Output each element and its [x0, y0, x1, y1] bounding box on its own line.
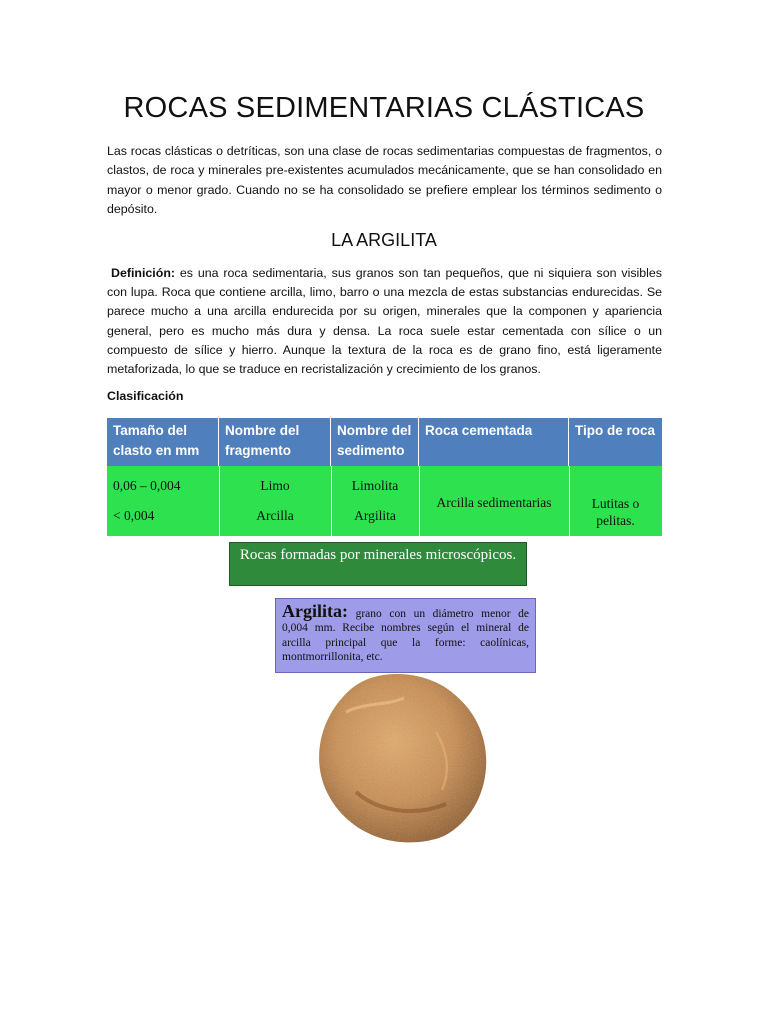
table-cell-size-1: 0,06 – 0,004 [113, 478, 181, 493]
table-cell-roca-cementada: Arcilla sedimentarias [436, 495, 552, 510]
clasificacion-label: Clasificación [107, 389, 184, 403]
section-heading: LA ARGILITA [331, 230, 437, 250]
table-header-row [107, 418, 662, 466]
classification-table [107, 418, 662, 536]
table-cell-sediment-2: Argilita [354, 508, 396, 523]
table-cell-tipo-roca: Lutitas o pelitas. [591, 496, 640, 528]
table-body [107, 466, 662, 536]
table-cell-fragment-1: Limo [260, 478, 290, 493]
header-roca-cementada: Roca cementada [419, 418, 569, 466]
definition-label: Definición: [111, 266, 176, 280]
argilita-definition-box [275, 598, 536, 673]
argilita-box-text: grano con un diámetro menor de 0,004 mm. Recibe nombres según el mineral de arcilla principal que la forme: caolínicas, montmorrillonita, etc. [282, 608, 529, 664]
argilita-term: Argilita: [282, 601, 348, 621]
header-fragmento: Nombre del fragmento [219, 418, 331, 466]
header-sedimento: Nombre del sedimento [331, 418, 419, 466]
table-cell-size-2: < 0,004 [113, 508, 155, 523]
definition-text: es una roca sedimentaria, sus granos son tan pequeños, que ni siquiera son visibles con lupa. Roca que contiene arcilla, limo, barro o una mezcla de estas substancias endurecidas. Se parece mucho a una arcilla endurecida por su origen, minerales que la componen y apariencia general, pero es mucho más dura y densa. La roca suele estar cementada con sílice o un compuesto de sílice y hierro. Aunque la textura de la roca es de grano fino, está ligeramente metaforizada, lo que se traduce en recristalización y crecimiento de los granos. [107, 266, 662, 377]
header-tamano: Tamaño del clasto en mm [107, 418, 219, 466]
microscopic-minerals-box: Rocas formadas por minerales microscópicos. [229, 542, 527, 586]
header-tipo-roca: Tipo de roca [575, 423, 656, 438]
intro-paragraph: Las rocas clásticas o detríticas, son una clase de rocas sedimentarias compuestas de fragmentos, o clastos, de roca y minerales pre-existentes acumulados mecánicamente, que se han consolidado en mayor o menor grado. Cuando no se ha consolidado se prefiere emplear los términos sedimento o depósito. [107, 144, 662, 216]
page-title: ROCAS SEDIMENTARIAS CLÁSTICAS [123, 92, 645, 124]
definition-paragraph [107, 264, 662, 379]
table-cell-sediment-1: Limolita [351, 478, 399, 493]
argilita-rock-photo [316, 672, 490, 844]
table-cell-fragment-2: Arcilla [256, 508, 294, 523]
